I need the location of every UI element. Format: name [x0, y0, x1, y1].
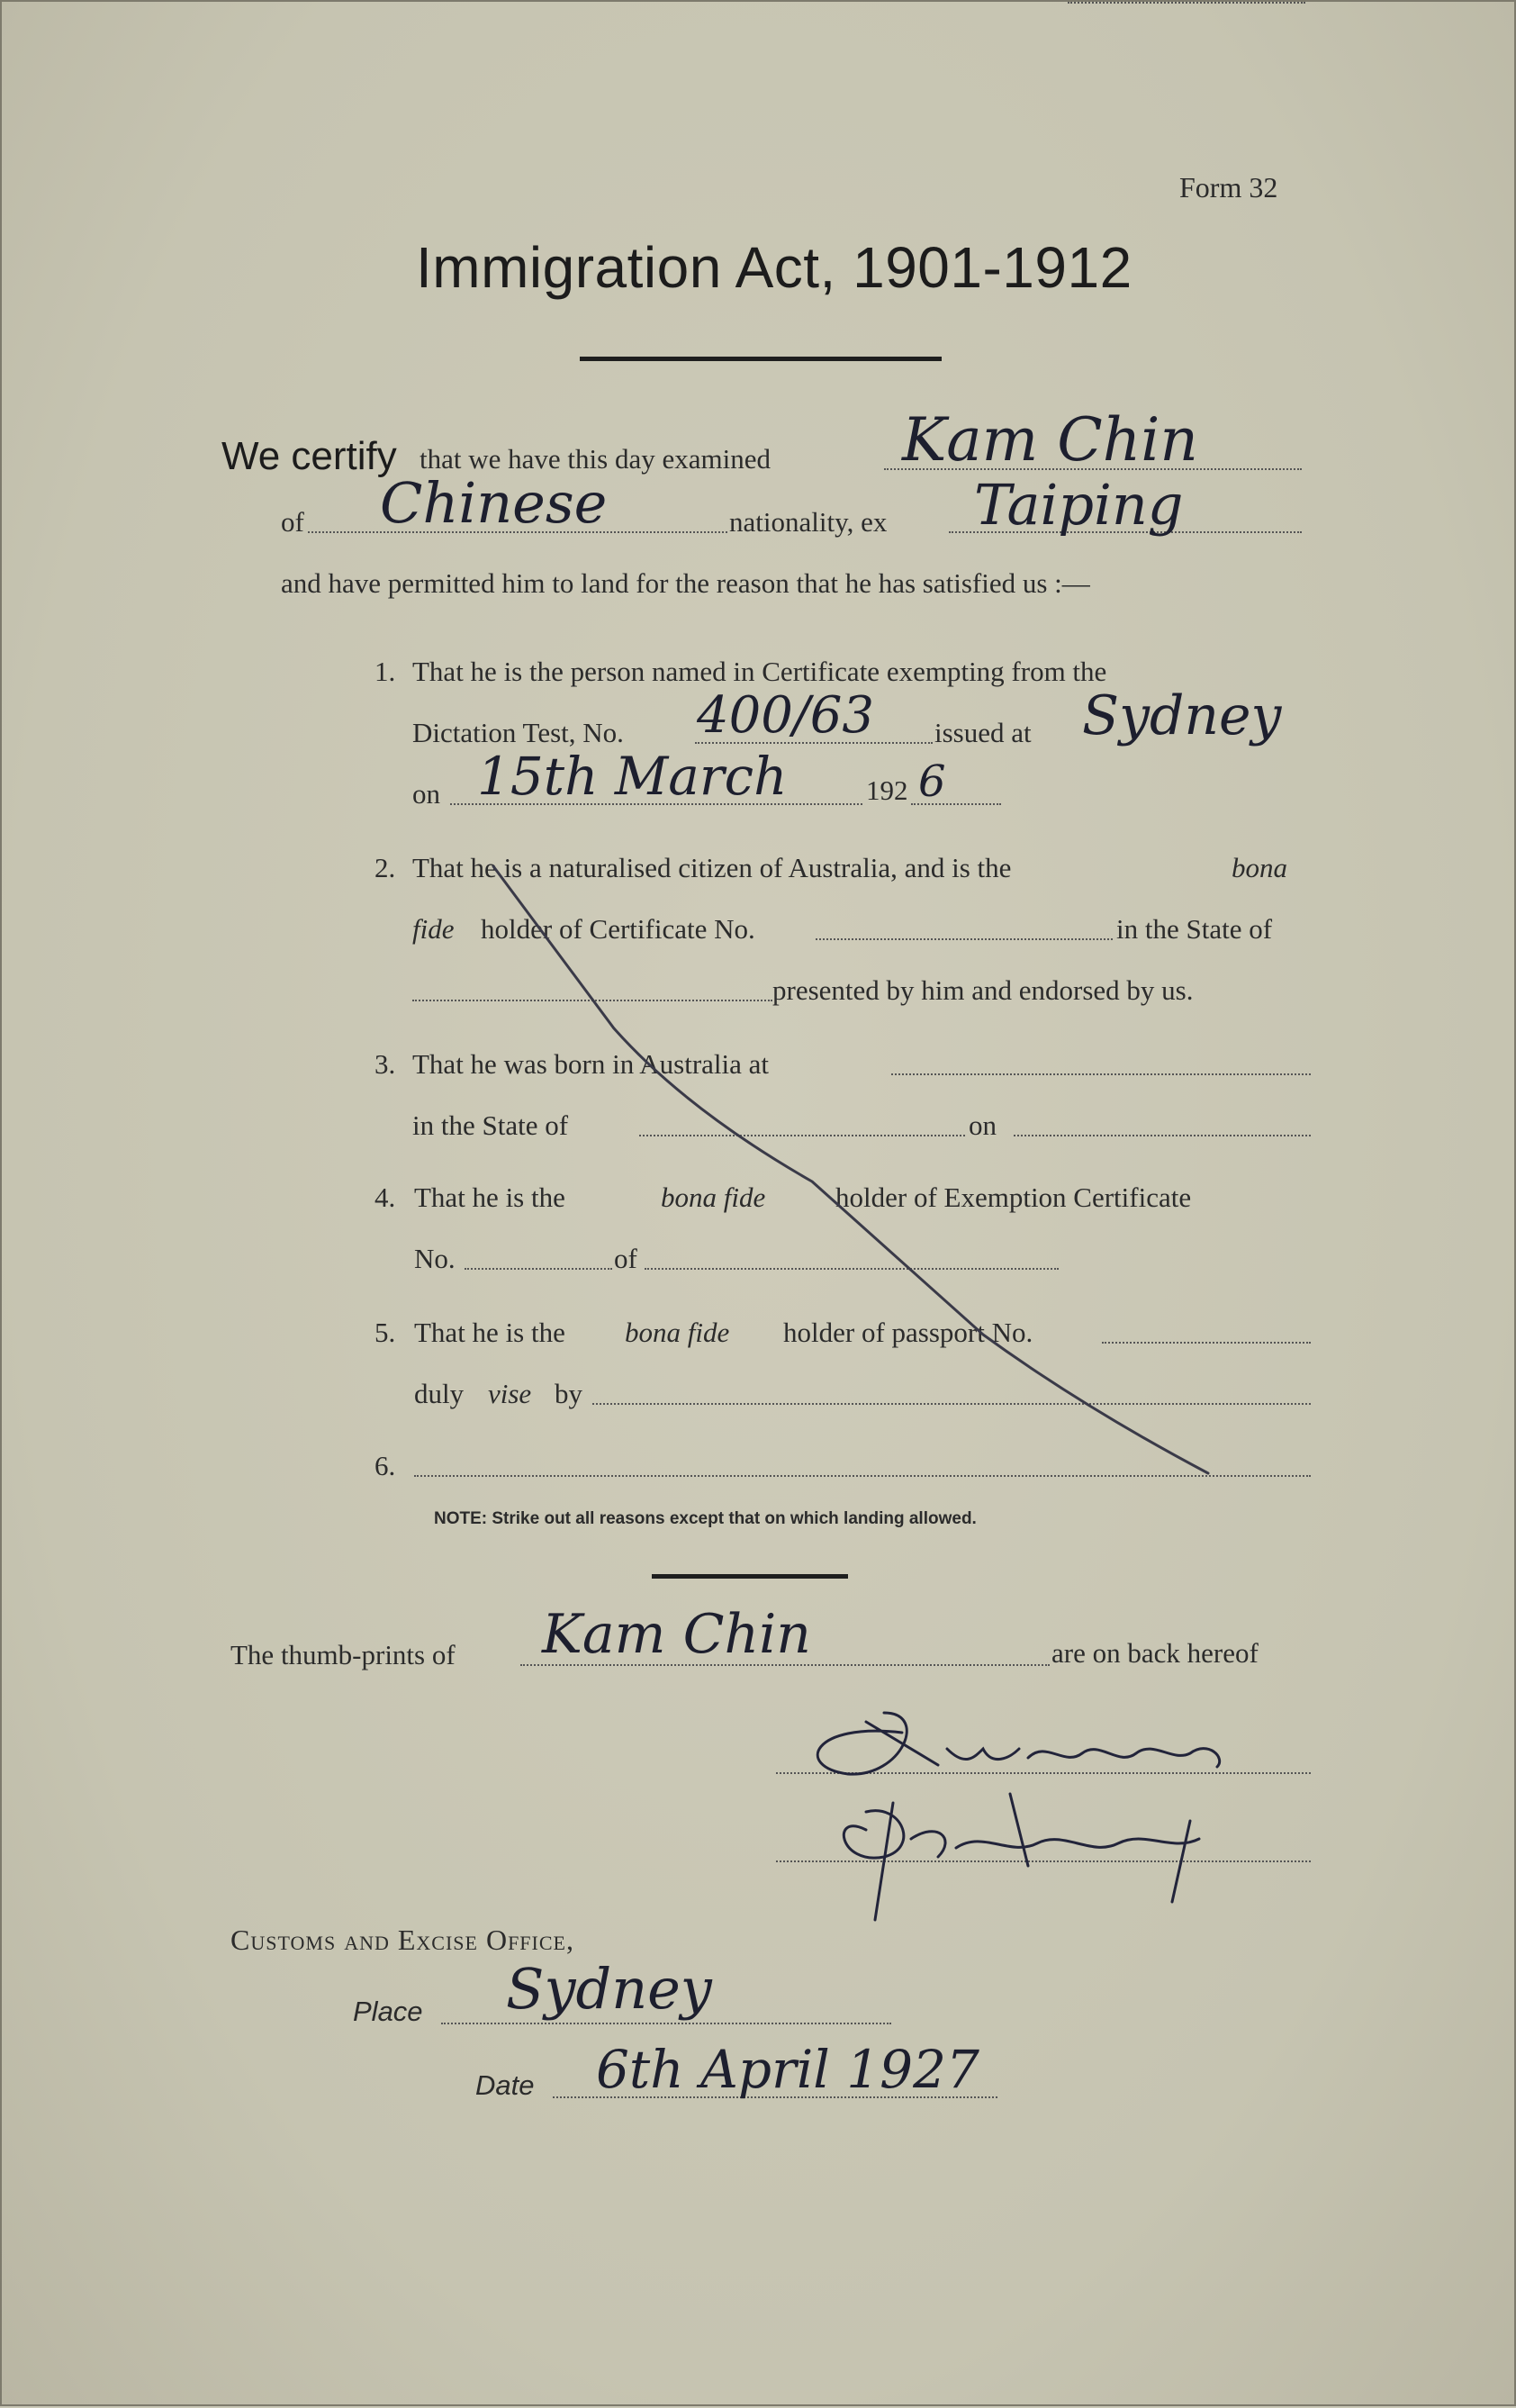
- certify-text: that we have this day examined: [420, 443, 771, 475]
- reason-2-line2-a: fide: [412, 913, 455, 945]
- reason-5-line2-b: vise: [488, 1378, 532, 1409]
- permit-text: and have permitted him to land for the reason that he has satisfied us :—: [281, 567, 1090, 599]
- reason-6-number: 6.: [374, 1450, 396, 1481]
- reason-2-line3: presented by him and endorsed by us.: [772, 974, 1194, 1006]
- reason-5-passport-line: [1102, 1342, 1311, 1344]
- reason-6-line: [414, 1475, 1311, 1477]
- signature-line-2: [776, 1860, 1311, 1862]
- reason-2-line1-b: bona: [1232, 852, 1287, 883]
- reason-4-line1-c: holder of Exemption Certificate: [835, 1181, 1192, 1213]
- reason-3-line2-a: in the State of: [412, 1109, 569, 1141]
- reason-3-date-line: [1014, 1135, 1311, 1136]
- reason-1-dt-label: Dictation Test, No.: [412, 717, 624, 748]
- reason-2-cert-line: [816, 938, 1113, 940]
- form-number: Form 32: [1179, 171, 1278, 204]
- date-value: 15th March: [477, 746, 788, 807]
- reason-5-line2-a: duly: [414, 1378, 465, 1409]
- form-title: Immigration Act, 1901-1912: [416, 235, 1132, 300]
- reason-3-line2-b: on: [969, 1109, 997, 1141]
- year-digit: 6: [918, 756, 946, 807]
- thumb-suffix: are on back hereof: [1051, 1637, 1259, 1669]
- thumb-label: The thumb-prints of: [230, 1639, 456, 1670]
- of-label: of: [281, 506, 304, 538]
- note-divider: [652, 1574, 848, 1579]
- office-date-value: 6th April 1927: [596, 2039, 979, 2100]
- place-value: Sydney: [506, 1956, 712, 2022]
- date-label: Date: [475, 2069, 535, 2101]
- reason-2-line2-c: in the State of: [1116, 913, 1273, 945]
- reason-3-number: 3.: [374, 1048, 396, 1080]
- reason-1-line1: That he is the person named in Certificate exempting from the: [412, 656, 1107, 687]
- issued-label: issued at: [934, 717, 1032, 748]
- reason-2-line1-a: That he is a naturalised citizen of Australia, and is the: [412, 852, 1012, 883]
- examined-name: Kam Chin: [902, 405, 1198, 475]
- issued-place-value: Sydney: [1082, 684, 1282, 747]
- reason-3-line1: That he was born in Australia at: [412, 1048, 770, 1080]
- reason-4-line2-b: of: [614, 1243, 637, 1274]
- place-label: Place: [353, 1996, 423, 2027]
- nationality-label: nationality, ex: [729, 506, 888, 538]
- on-label: on: [412, 778, 440, 810]
- place-line: [441, 2023, 891, 2024]
- reason-2-state-line: [412, 1000, 772, 1001]
- reason-4-line1-a: That he is the: [414, 1181, 565, 1213]
- reason-4-no-line: [465, 1268, 612, 1270]
- reason-3-state-line: [639, 1135, 965, 1136]
- reason-5-line1-b: bona fide: [625, 1317, 730, 1348]
- nationality-value: Chinese: [380, 470, 608, 536]
- reason-2-number: 2.: [374, 852, 396, 883]
- thumb-name: Kam Chin: [542, 1603, 811, 1666]
- reason-5-line1-c: holder of passport No.: [783, 1317, 1033, 1348]
- reason-5-line1-a: That he is the: [414, 1317, 565, 1348]
- reason-4-of-line: [645, 1268, 1059, 1270]
- title-underline: [580, 357, 942, 361]
- year-line: [911, 803, 1001, 805]
- cert-no-value: 400/63: [697, 686, 875, 745]
- office-label: Customs and Excise Office,: [230, 1924, 574, 1956]
- strike-out-note: NOTE: Strike out all reasons except that on which landing allowed.: [434, 1509, 977, 1528]
- signature-line-1: [776, 1772, 1311, 1774]
- reason-4-line2-a: No.: [414, 1243, 456, 1274]
- year-prefix: 192: [866, 774, 908, 806]
- reason-5-line2-c: by: [555, 1378, 582, 1409]
- reason-5-vise-line: [592, 1403, 1311, 1405]
- reason-5-number: 5.: [374, 1317, 396, 1348]
- reason-4-number: 4.: [374, 1181, 396, 1213]
- we-certify-lead: We certify: [221, 434, 397, 478]
- reason-1-number: 1.: [374, 656, 396, 687]
- issued-place-line: [1068, 2, 1305, 4]
- reason-3-place-line: [891, 1073, 1311, 1075]
- ship-value: Taiping: [974, 472, 1184, 538]
- reason-4-line1-b: bona fide: [661, 1181, 766, 1213]
- reason-2-line2-b: holder of Certificate No.: [481, 913, 755, 945]
